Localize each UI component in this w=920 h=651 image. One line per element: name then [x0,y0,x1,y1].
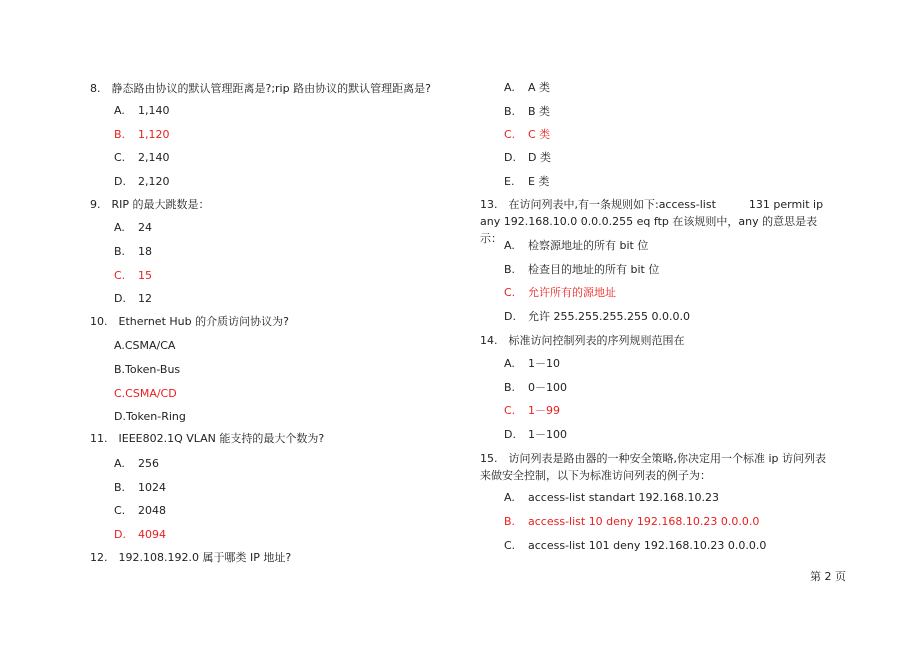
option-text: 2,140 [138,151,170,164]
option-text: 1,140 [138,104,170,117]
option-q9-0 [114,220,152,235]
option-q13-0 [504,238,648,253]
option-q13-1 [504,262,659,277]
question-title-q9: 9. RIP 的最大跳数是： [90,198,210,211]
option-q15-2 [504,538,766,553]
option-text: 0－100 [528,381,567,394]
option-letter: A. [114,221,125,234]
option-text: A 类 [528,81,551,94]
option-text: E 类 [528,175,550,188]
option-text: 1－100 [528,428,567,441]
option-q15-1 [504,514,759,529]
option-q15-0 [504,490,719,505]
option-q14-2 [504,403,560,418]
option-text: 2,120 [138,175,170,188]
question-title-q10: 10. Ethernet Hub 的介质访问协议为? [90,315,289,328]
option-text: 1,120 [138,128,170,141]
option-letter: C. [504,539,516,552]
question-title-q13: 13. 在访问列表中,有一条规则如下:access-list 131 permit ip any 192.168.10.0 0.0.0.255 eq ftp 在该规则中，any 的意思是表示： [480,198,824,245]
option-letter: C. [114,269,126,282]
option-text: 1－99 [528,404,560,417]
option-letter: D. [504,428,516,441]
option-q14-1 [504,380,567,395]
option-letter: D. [114,292,126,305]
option-q13-3 [504,309,690,324]
option-letter: C. [504,404,516,417]
option-text: 检查目的地址的所有 bit 位 [528,263,660,276]
question-title-q11: 11. IEEE802.1Q VLAN 能支持的最大个数为? [90,432,325,445]
option-text: 24 [138,221,152,234]
option-text: 12 [138,292,152,305]
option-letter: A. [504,81,515,94]
option-q14-3 [504,427,567,442]
option-letter: D. [504,151,516,164]
question-title-q15: 15. 访问列表是路由器的一种安全策略,你决定用一个标准 ip 访问列表来做安全控制，以下为标准访问列表的例子为： [480,452,827,482]
option-text: 允许 255.255.255.255 0.0.0.0 [528,310,690,323]
option-text: 256 [138,457,159,470]
option-q12-cont-4 [504,174,549,189]
option-text: access-list 10 deny 192.168.10.23 0.0.0.0 [528,515,760,528]
option-text: access-list 101 deny 192.168.10.23 0.0.0.0 [528,539,767,552]
option-q14-0 [504,356,560,371]
option-q10-3 [114,409,186,424]
option-text: C 类 [528,128,551,141]
option-text: B.Token-Bus [114,363,181,376]
option-text: 2048 [138,504,166,517]
option-letter: C. [504,286,516,299]
option-text: 4094 [138,528,166,541]
option-letter: B. [504,105,516,118]
option-text: D 类 [528,151,551,164]
option-letter: C. [114,151,126,164]
option-q8-2 [114,150,170,165]
option-letter: D. [114,175,126,188]
option-text: A.CSMA/CA [114,339,176,352]
option-text: C.CSMA/CD [114,387,177,400]
option-text: 允许所有的源地址 [528,286,616,299]
option-text: D.Token-Ring [114,410,186,423]
right-column [480,0,880,651]
option-q10-2 [114,386,177,401]
option-q8-0 [114,103,170,118]
option-q10-1 [114,362,180,377]
option-letter: A. [504,357,515,370]
option-q13-2 [504,285,616,300]
option-letter: C. [504,128,516,141]
option-letter: B. [504,515,516,528]
option-q9-2 [114,268,152,283]
option-q9-3 [114,291,152,306]
option-q12-cont-1 [504,104,550,119]
option-q11-0 [114,456,159,471]
option-letter: D. [504,310,516,323]
option-letter: A. [504,239,515,252]
page-number: 第 2 页 [810,570,846,583]
option-q11-2 [114,503,166,518]
option-letter: B. [504,381,516,394]
option-q9-1 [114,244,152,259]
option-letter: E. [504,175,515,188]
option-q12-cont-2 [504,127,550,142]
option-letter: C. [114,504,126,517]
option-letter: B. [114,128,126,141]
option-q11-1 [114,480,166,495]
option-letter: B. [114,481,126,494]
option-letter: B. [114,245,126,258]
option-text: 1－10 [528,357,560,370]
option-q10-0 [114,338,175,353]
option-text: access-list standart 192.168.10.23 [528,491,719,504]
question-title-q8: 8. 静态路由协议的默认管理距离是?;rip 路由协议的默认管理距离是? [90,82,431,95]
option-text: 15 [138,269,152,282]
option-letter: A. [114,457,125,470]
option-letter: D. [114,528,126,541]
option-text: 18 [138,245,152,258]
option-letter: A. [114,104,125,117]
option-q12-cont-3 [504,150,551,165]
option-q8-3 [114,174,170,189]
option-q8-1 [114,127,170,142]
option-q11-3 [114,527,166,542]
option-letter: B. [504,263,516,276]
option-text: B 类 [528,105,551,118]
option-letter: A. [504,491,515,504]
question-title-q12: 12. 192.108.192.0 属于哪类 IP 地址? [90,551,292,564]
left-column [90,0,490,651]
option-text: 1024 [138,481,166,494]
question-title-q14: 14. 标准访问控制列表的序列规则范围在 [480,334,685,347]
option-q12-cont-0 [504,80,550,95]
option-text: 检察源地址的所有 bit 位 [528,239,649,252]
